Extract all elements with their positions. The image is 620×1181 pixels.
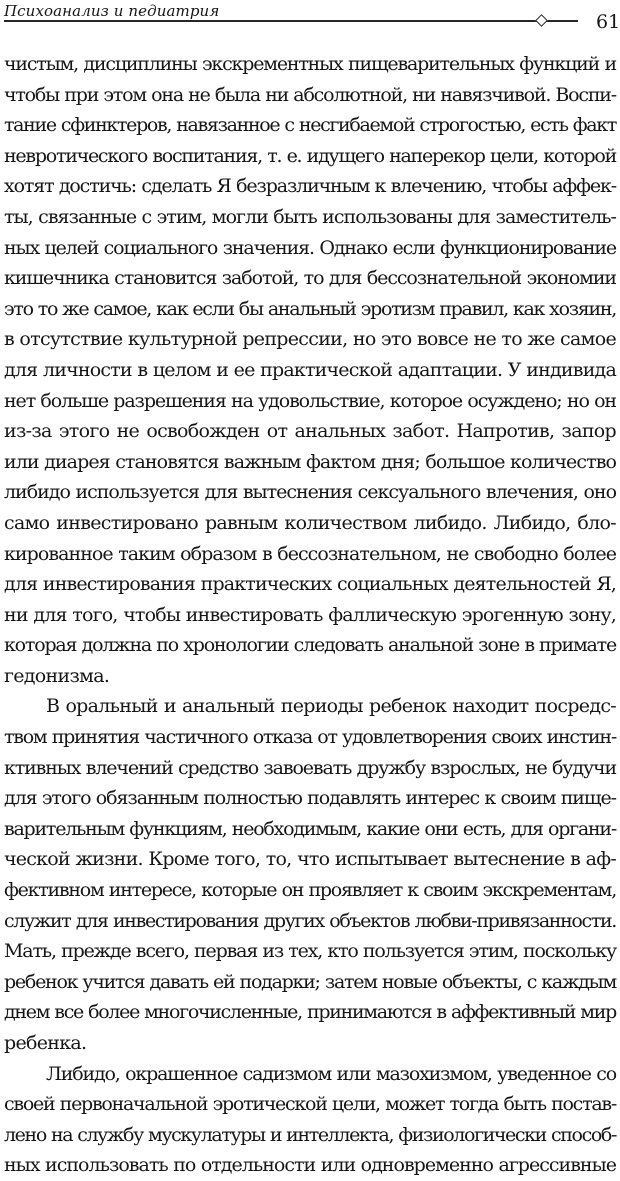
text-line: лено на службу мускулатуры и интеллекта, физиологически способ- (4, 1123, 616, 1146)
text-line: само инвестировано равным количеством либидо. Либидо, бло- (4, 511, 616, 534)
header-rule (4, 20, 578, 22)
page-number: 61 (596, 11, 620, 33)
text-line: это то же самое, как если бы анальный эротизм правил, как хозяин, (4, 297, 616, 320)
text-line: или диарея становятся важным фактом дня; большое количество (4, 450, 616, 473)
text-line: Мать, прежде всего, первая из тех, кто пользуется этим, поскольку (4, 940, 616, 963)
text-line: ктивных влечений средство завоевать дружбу взрослых, не будучи (4, 756, 616, 779)
text-line: в отсутствие культурной репрессии, но это вовсе не то же самое (4, 328, 616, 351)
text-line: для инвестирования практических социальных деятельностей Я, (4, 573, 616, 596)
text-line: В оральный и анальный периоды ребенок находит посредс- (46, 695, 616, 718)
text-line: Либидо, окрашенное садизмом или мазохизмом, уведенное со (46, 1062, 616, 1085)
text-line: хотят достичь: сделать Я безразличным к влечению, чтобы аффек- (4, 175, 616, 198)
text-line: чтобы при этом она не была ни абсолютной, ни навязчивой. Воспи- (4, 83, 616, 106)
text-line: невротического воспитания, т. е. идущего наперекор цели, которой (4, 144, 616, 167)
text-line: твом принятия частичного отказа от удовлетворения своих инстин- (4, 726, 616, 749)
text-line: ребенок учится давать ей подарки; затем новые объекты, с каждым (4, 970, 616, 993)
running-title: Психоанализ и педиатрия (4, 2, 220, 20)
text-line: ребенка. (4, 1032, 87, 1054)
text-line: для этого обязанным полностью подавлять интерес к своим пище- (4, 787, 616, 810)
text-line: ных использовать по отдельности или одновременно агрессивные (4, 1154, 616, 1177)
text-line: своей первоначальной эротической цели, может тогда быть постав- (4, 1093, 616, 1116)
text-line: ческой жизни. Кроме того, то, что испытывает вытеснение в аф- (4, 848, 616, 871)
text-line: либидо используется для вытеснения сексуального влечения, оно (4, 481, 616, 504)
text-line: кишечника становится заботой, то для бессознательной экономии (4, 267, 616, 290)
text-line: кированное таким образом в бессознательном, не свободно более (4, 542, 616, 565)
text-line: варительным функциям, необходимым, какие они есть, для органи- (4, 817, 616, 840)
text-line: ных целей социального значения. Однако если функционирование (4, 236, 616, 259)
page-header (0, 0, 620, 40)
text-line: ни для того, чтобы инвестировать фаллическую эрогенную зону, (4, 603, 616, 626)
header-diamond-ornament (535, 14, 548, 27)
text-line: ты, связанные с этим, могли быть использованы для заместитель- (4, 205, 616, 228)
text-line: фективном интересе, которые он проявляет к своим экскрементам, (4, 879, 616, 902)
text-line: для личности в целом и ее практической адаптации. У индивида (4, 358, 616, 381)
text-line: чистым, дисциплины экскрементных пищеварительных функций и (4, 53, 616, 75)
text-line: гедонизма. (4, 664, 110, 687)
text-line: нет больше разрешения на удовольствие, которое осуждено; но он (4, 389, 616, 412)
text-line: днем все более многочисленные, принимаются в аффективный мир (4, 1001, 616, 1024)
body-text (4, 49, 616, 1181)
text-line: из-за этого не освобожден от анальных забот. Напротив, запор (4, 420, 616, 443)
text-line: которая должна по хронологии следовать анальной зоне в примате (4, 634, 616, 657)
text-line: тание сфинктеров, навязанное с несгибаемой строгостью, есть факт (4, 114, 616, 137)
text-line: служит для инвестирования других объектов любви-привязанности. (4, 909, 616, 932)
